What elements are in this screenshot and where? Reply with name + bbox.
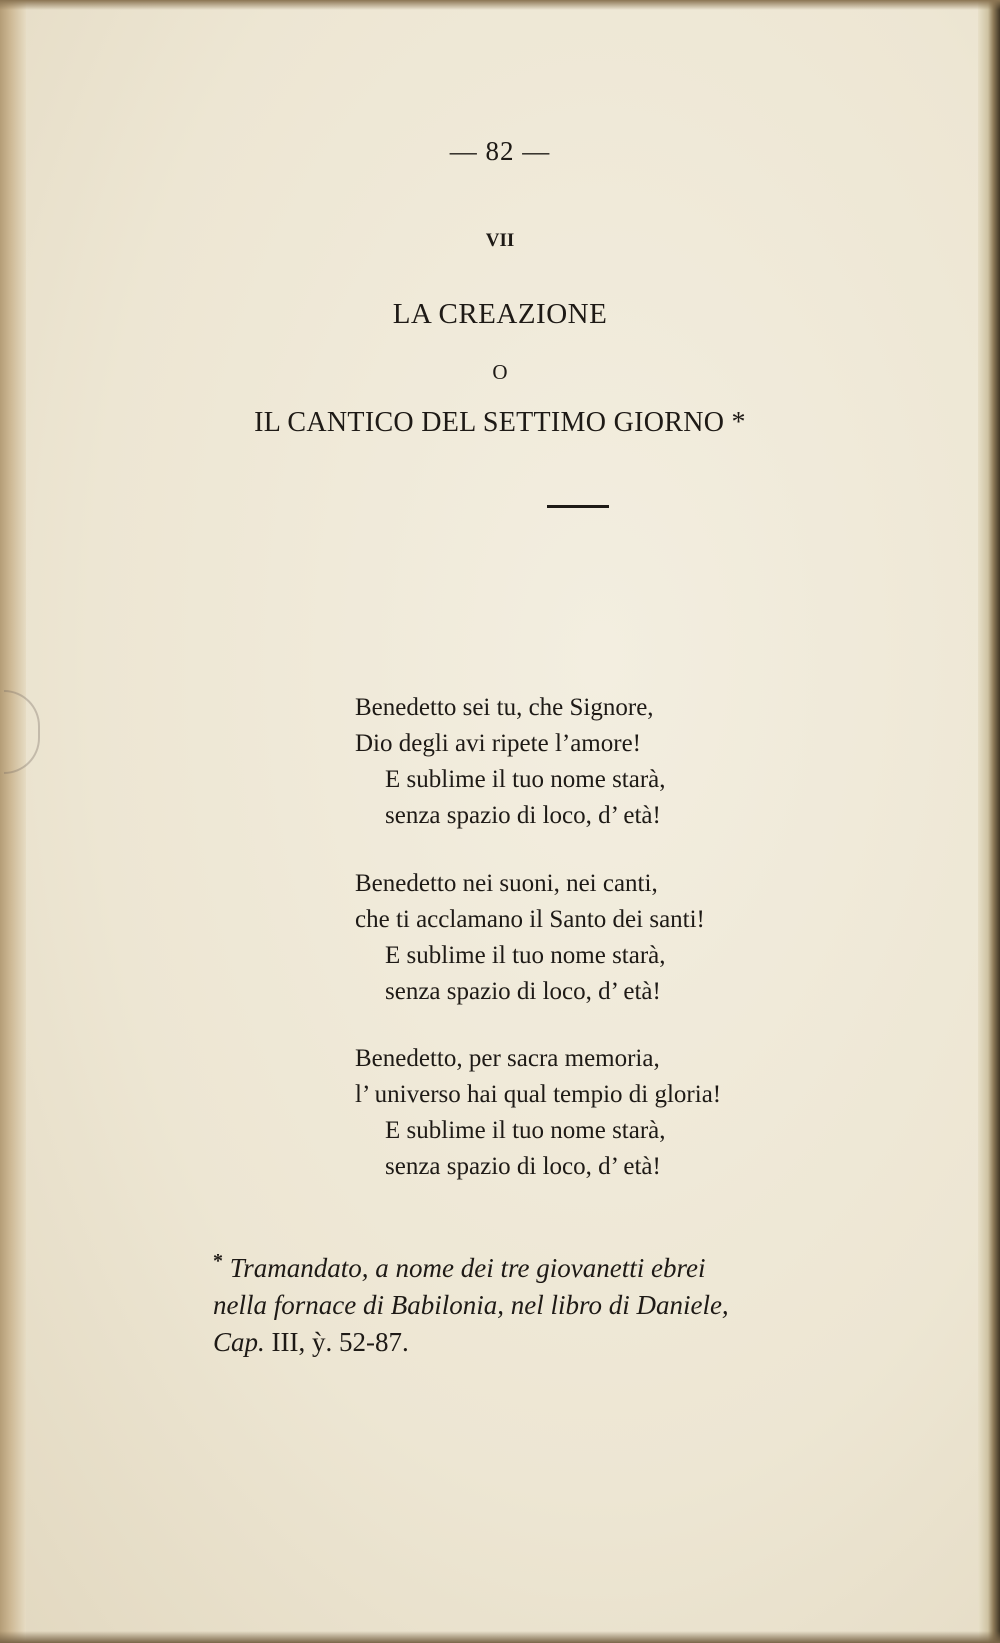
verse-line: senza spazio di loco, d’ età! [385,978,661,1005]
verse-line: E sublime il tuo nome starà, [385,1117,666,1144]
poem-stanza-1 [355,690,666,834]
verse-line: Benedetto nei suoni, nei canti, [355,870,658,897]
verse-line: senza spazio di loco, d’ età! [385,1153,661,1180]
verse-line: l’ universo hai qual tempio di gloria! [355,1081,722,1108]
verse-line: Benedetto sei tu, che Signore, [355,694,654,721]
page-bottom-edge [0,1631,1000,1643]
verse-line: E sublime il tuo nome starà, [385,942,666,969]
footnote [213,1243,913,1361]
page-number: — 82 — [449,136,551,166]
footnote-verse-reference: ỳ. 52-87. [312,1327,409,1357]
footnote-line-1 [213,1243,913,1287]
verse-line: Dio degli avi ripete l’amore! [355,730,641,757]
title-divider-rule [547,505,609,508]
footnote-line-3 [213,1324,913,1361]
footnote-cap-label: Cap. [213,1327,265,1357]
poem-subtitle: IL CANTICO DEL SETTIMO GIORNO * [254,407,746,438]
footnote-chapter-number: III, [271,1327,306,1357]
footnote-text-1: Tramandato, a nome dei tre giovanetti ebrei [229,1253,706,1283]
poem-title: LA CREAZIONE [392,298,608,330]
footnote-marker: * [213,1250,223,1272]
poem-stanza-2 [355,866,705,1010]
title-conjunction: O [492,360,508,384]
verse-line: che ti acclamano il Santo dei santi! [355,906,705,933]
footnote-line-2: nella fornace di Babilonia, nel libro di Daniele, [213,1290,729,1320]
section-number: VII [485,230,515,251]
verse-line: E sublime il tuo nome starà, [385,766,666,793]
poem-stanza-3 [355,1041,721,1185]
verse-line: Benedetto, per sacra memoria, [355,1045,660,1072]
page-top-edge [0,0,1000,10]
margin-stain [4,690,40,774]
verse-line: senza spazio di loco, d’ età! [385,802,661,829]
